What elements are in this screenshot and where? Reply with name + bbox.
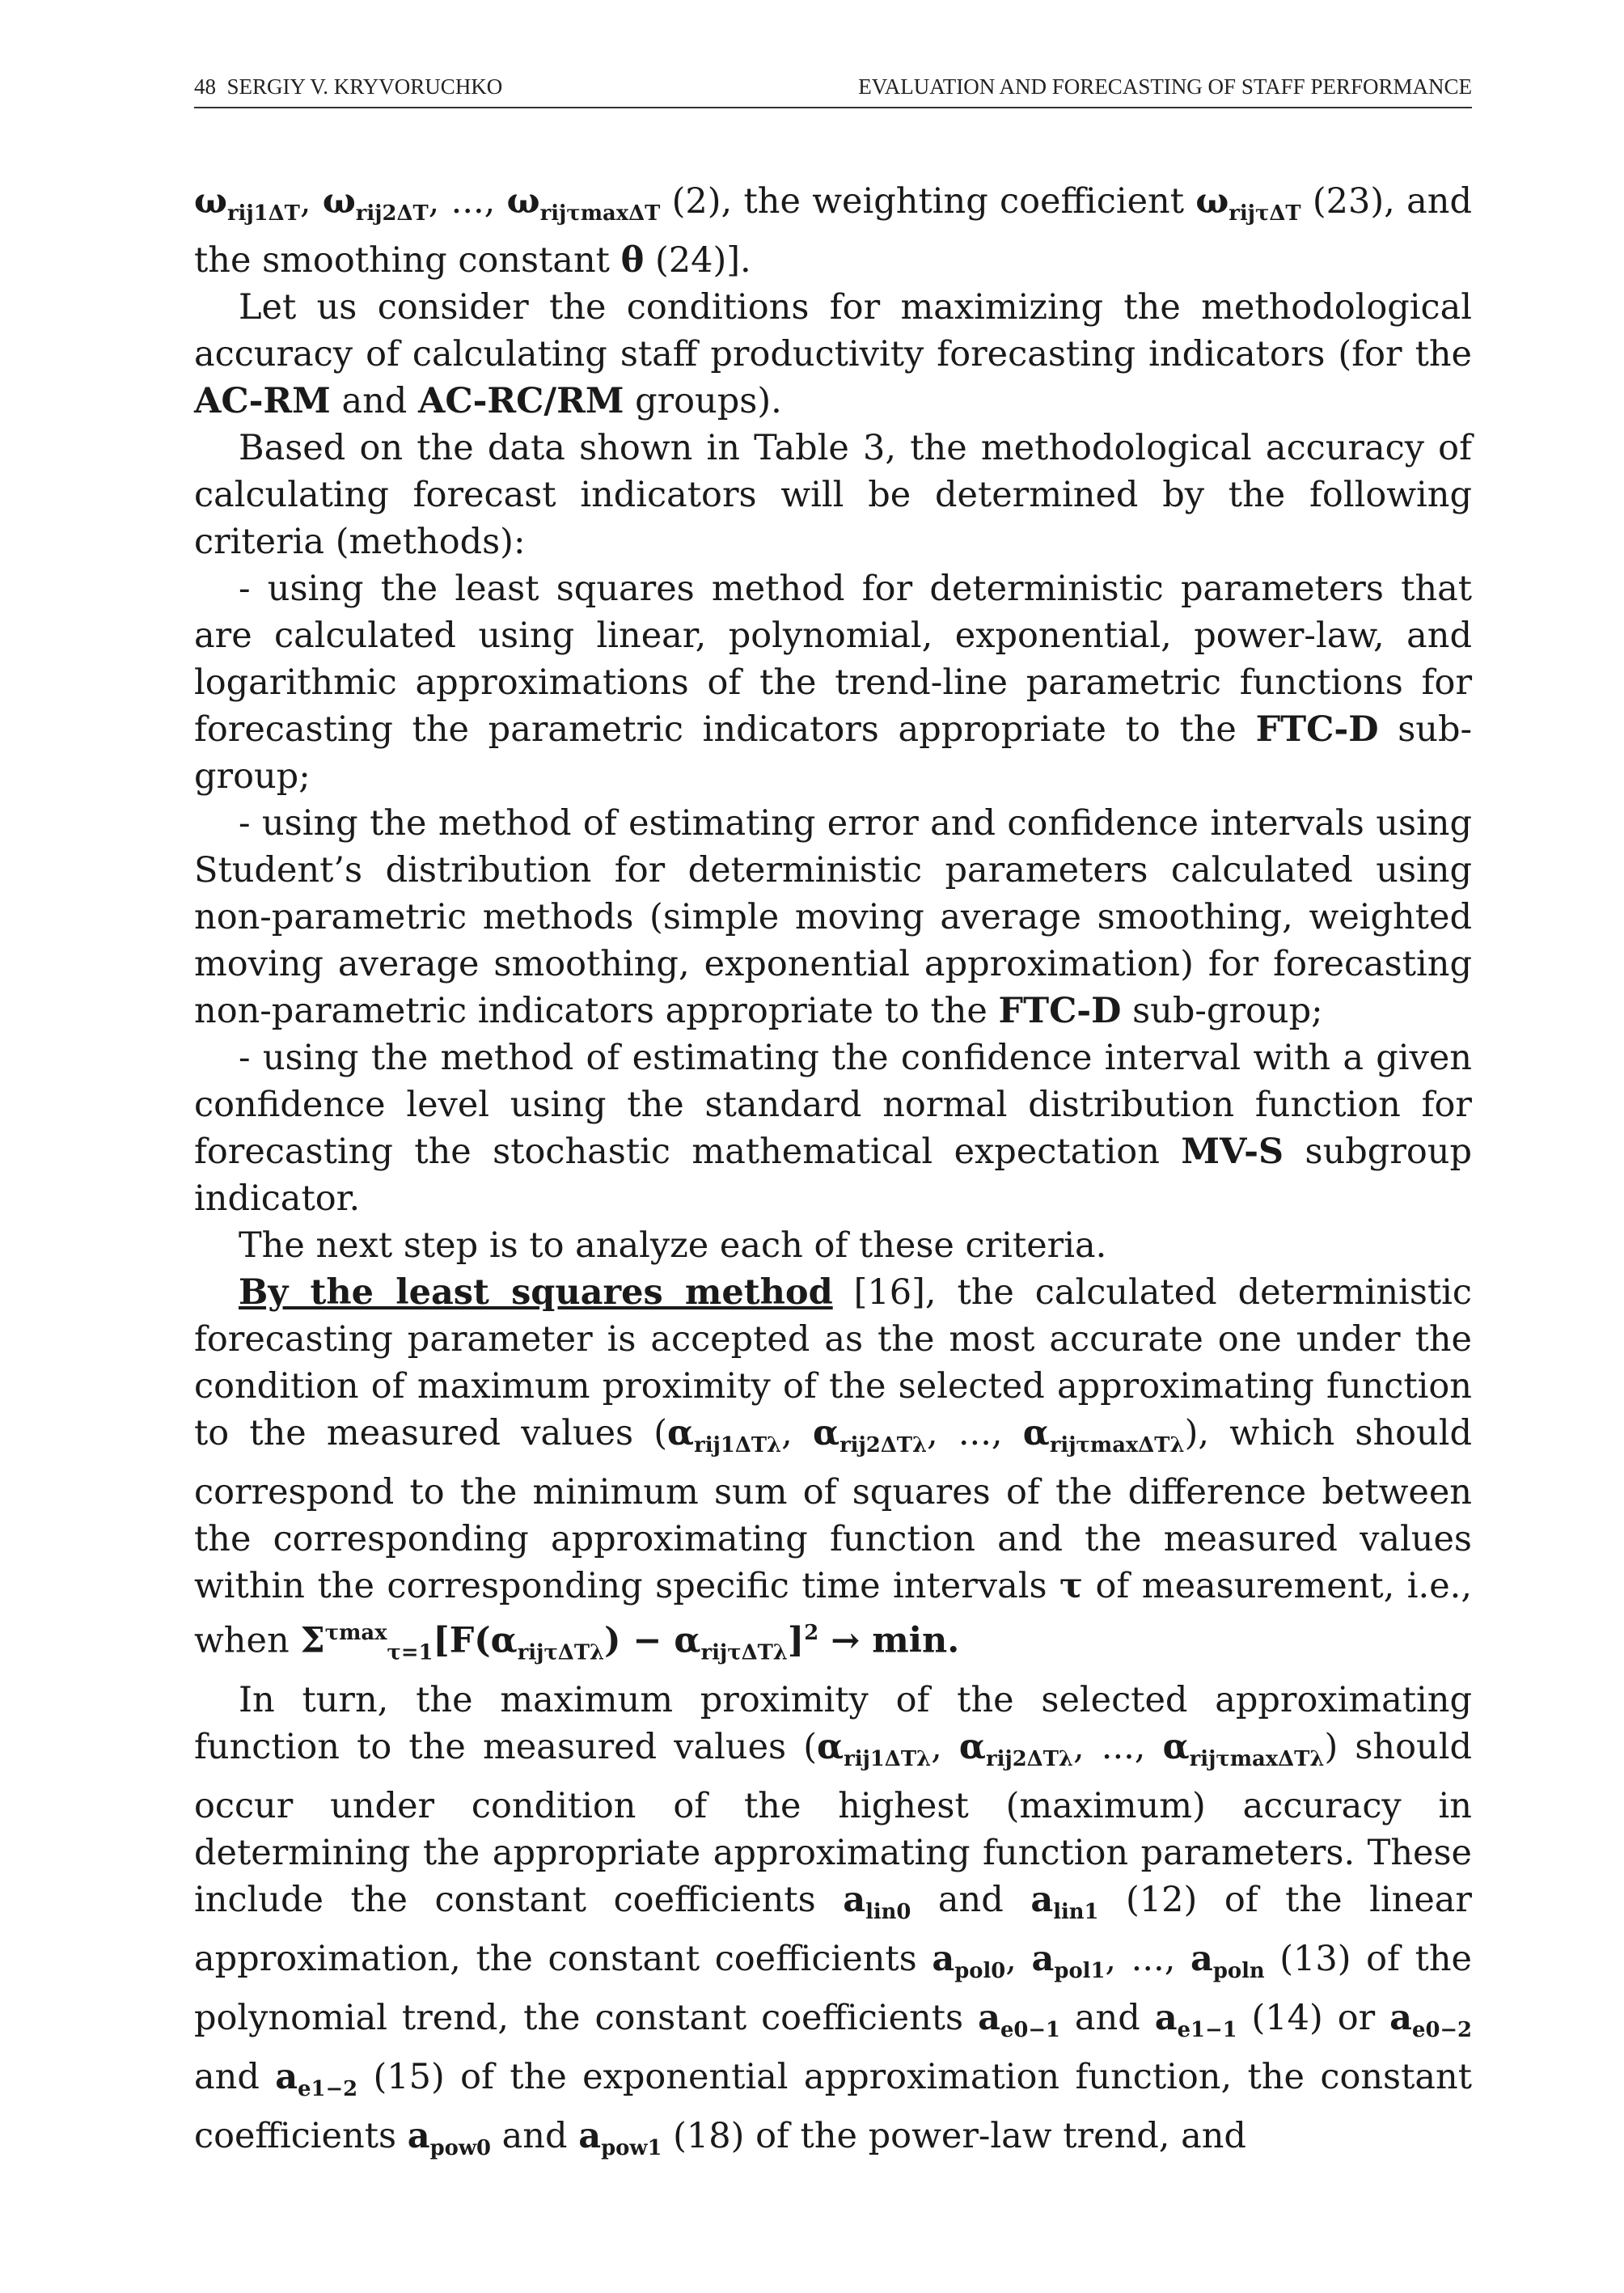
text-run: (13) of the polynomial trend, the constant coefficients xyxy=(194,1938,1473,2038)
text-run: and xyxy=(1059,1997,1155,2038)
text-run: sub-group; xyxy=(194,709,1473,797)
omega-symbol: ω xyxy=(1195,181,1229,222)
formula-part: ) − α xyxy=(604,1620,701,1661)
alpha-subscript: rijτmaxΔTλ xyxy=(1189,1746,1325,1771)
alpha-symbol: α xyxy=(817,1726,844,1767)
separator: , ..., xyxy=(1072,1726,1163,1767)
paragraph-least-squares xyxy=(194,1269,1472,1677)
formula-part: [F(α xyxy=(433,1620,518,1661)
formula-exponent: 2 xyxy=(804,1621,819,1646)
author-name: SERGIY V. KRYVORUCHKO xyxy=(226,74,503,99)
coefficient-symbol: a xyxy=(843,1879,866,1920)
omega-subscript: rij2ΔT xyxy=(355,201,429,226)
bullet-item-3 xyxy=(194,1034,1472,1222)
alpha-subscript: rijτmaxΔTλ xyxy=(1049,1433,1185,1458)
separator: , xyxy=(1005,1938,1032,1979)
text-run: [16], the calculated deterministic forecasting parameter is accepted as the most accurate one under the condition of maximum proximity of the selected approximating function to the measured values ( xyxy=(194,1272,1472,1454)
paragraph-7: The next step is to analyze each of these criteria. xyxy=(239,1225,1107,1267)
omega-symbol: ω xyxy=(506,181,540,222)
text-run: Let us consider the conditions for maximizing the methodological accuracy of calculating staff productivity forecasting indicators (for the xyxy=(194,287,1472,375)
text-run: (15) of the exponential approximation function, the constant coefficients xyxy=(194,2056,1473,2156)
text-run: and xyxy=(330,381,418,422)
formula-min: → min. xyxy=(818,1620,960,1661)
separator: , ..., xyxy=(927,1413,1023,1454)
text-run: (2), the weighting coefficient xyxy=(660,181,1196,222)
page xyxy=(194,65,1472,2249)
text-run: (18) of the power-law trend, and xyxy=(662,2115,1246,2156)
text-run: and xyxy=(911,1879,1031,1920)
separator: , xyxy=(299,181,323,222)
body-text xyxy=(194,178,1472,2172)
coefficient-subscript: pow0 xyxy=(429,2135,491,2160)
coefficient-subscript: e0−2 xyxy=(1412,2017,1472,2042)
coefficient-symbol: a xyxy=(407,2115,430,2156)
text-run: sub-group; xyxy=(1121,991,1323,1032)
text-run: and xyxy=(194,2056,276,2097)
text-run: (14) or xyxy=(1237,1997,1390,2038)
coefficient-subscript: lin1 xyxy=(1053,1899,1099,1924)
coefficient-symbol: a xyxy=(978,1997,1000,2038)
tau-symbol: τ xyxy=(1059,1566,1083,1607)
alpha-symbol: α xyxy=(1022,1413,1050,1454)
group-name: AC-RC/RM xyxy=(417,381,624,422)
separator: , ..., xyxy=(428,181,507,222)
paragraph-2 xyxy=(194,284,1472,425)
formula-part: ] xyxy=(787,1620,805,1661)
text-run: subgroup indicator. xyxy=(194,1132,1472,1220)
text-run: - using the method of estimating the confidence interval with a given confidence level using the standard normal distribution function for forecasting the stochastic mathematical expectation xyxy=(194,1038,1472,1173)
coefficient-symbol: a xyxy=(1190,1938,1213,1979)
alpha-symbol: α xyxy=(667,1413,695,1454)
alpha-subscript: rij2ΔTλ xyxy=(839,1433,928,1458)
omega-symbol: ω xyxy=(322,181,356,222)
section-run-in-heading: By the least squares method xyxy=(239,1272,833,1314)
text-run: - using the method of estimating error and confidence intervals using Student’s distribution for deterministic parameters calculated using non-parametric methods (simple moving average smoothing, weighted moving average smoothing, exponential approximation) for forecasting non-parametric indicators appropriate to the xyxy=(194,803,1472,1032)
paragraph-1 xyxy=(194,178,1472,284)
separator: , ..., xyxy=(1105,1938,1191,1979)
coefficient-symbol: a xyxy=(1389,1997,1413,2038)
coefficient-subscript: pow1 xyxy=(601,2135,662,2160)
coefficient-subscript: pol0 xyxy=(954,1958,1006,1983)
omega-subscript: rij1ΔT xyxy=(226,201,300,226)
formula-subscript: rijτΔTλ xyxy=(700,1640,788,1665)
coefficient-subscript: lin0 xyxy=(865,1899,911,1924)
sum-symbol: Σ xyxy=(300,1620,325,1661)
omega-subscript: rijτmaxΔT xyxy=(539,201,661,226)
alpha-subscript: rij2ΔTλ xyxy=(986,1746,1073,1771)
text-run: ), which should correspond to the minimum sum of squares of the difference between the corresponding approximating function and the measured values within the corresponding specific time intervals xyxy=(194,1413,1473,1607)
alpha-symbol: α xyxy=(812,1413,840,1454)
text-run: - using the least squares method for deterministic parameters that are calculated using linear, polynomial, exponential, power-law, and logarithmic approximations of the trend-line parametric functions for forecasting the parametric indicators appropriate to the xyxy=(194,569,1472,751)
coefficient-subscript: poln xyxy=(1212,1958,1265,1983)
paragraph-3: Based on the data shown in Table 3, the methodological accuracy of calculating forecast indicators will be determined by the following criteria (methods): xyxy=(194,428,1472,563)
text-run: In turn, the maximum proximity of the selected approximating function to the measured values ( xyxy=(194,1679,1472,1767)
sum-upper-limit: τmax xyxy=(324,1621,387,1646)
running-head-left xyxy=(194,74,502,99)
group-name: AC-RM xyxy=(194,381,331,422)
alpha-subscript: rij1ΔTλ xyxy=(844,1746,932,1771)
subgroup-name: FTC-D xyxy=(1255,709,1379,751)
page-number: 48 xyxy=(194,74,216,99)
text-run: and xyxy=(491,2115,579,2156)
separator: , xyxy=(931,1726,959,1767)
coefficient-subscript: e1−2 xyxy=(298,2076,358,2101)
subgroup-name: MV-S xyxy=(1181,1132,1284,1173)
running-title: EVALUATION AND FORECASTING OF STAFF PERFORMANCE xyxy=(858,74,1472,99)
text-run: of measurement, i.e., when xyxy=(194,1566,1473,1661)
text-run: groups). xyxy=(624,381,782,422)
sum-lower-limit: τ=1 xyxy=(387,1640,433,1665)
paragraph-9 xyxy=(194,1677,1472,2172)
coefficient-subscript: pol1 xyxy=(1054,1958,1106,1983)
running-head xyxy=(194,74,1472,108)
bullet-item-1 xyxy=(194,565,1472,800)
text-run: (23), and the smoothing constant xyxy=(194,181,1472,281)
formula-subscript: rijτΔTλ xyxy=(517,1640,605,1665)
bullet-item-2 xyxy=(194,800,1472,1034)
alpha-subscript: rij1ΔTλ xyxy=(694,1433,782,1458)
coefficient-subscript: e1−1 xyxy=(1177,2017,1237,2042)
omega-subscript: rijτΔT xyxy=(1229,201,1301,226)
text-run: (24)]. xyxy=(644,240,751,281)
coefficient-symbol: a xyxy=(1154,1997,1178,2038)
coefficient-symbol: a xyxy=(578,2115,602,2156)
text-run: (12) of the linear approximation, the constant coefficients xyxy=(194,1879,1472,1979)
coefficient-symbol: a xyxy=(1030,1879,1054,1920)
subgroup-name: FTC-D xyxy=(998,991,1122,1032)
text-run: ) should occur under condition of the highest (maximum) accuracy in determining the appropriate approximating function parameters. These include the constant coefficients xyxy=(194,1726,1472,1920)
coefficient-symbol: a xyxy=(275,2056,298,2097)
alpha-symbol: α xyxy=(1162,1726,1190,1767)
omega-symbol: ω xyxy=(194,181,227,222)
alpha-symbol: α xyxy=(958,1726,986,1767)
coefficient-subscript: e0−1 xyxy=(1000,2017,1060,2042)
theta-symbol: θ xyxy=(620,240,645,281)
coefficient-symbol: a xyxy=(1031,1938,1055,1979)
separator: , xyxy=(781,1413,813,1454)
coefficient-symbol: a xyxy=(932,1938,955,1979)
